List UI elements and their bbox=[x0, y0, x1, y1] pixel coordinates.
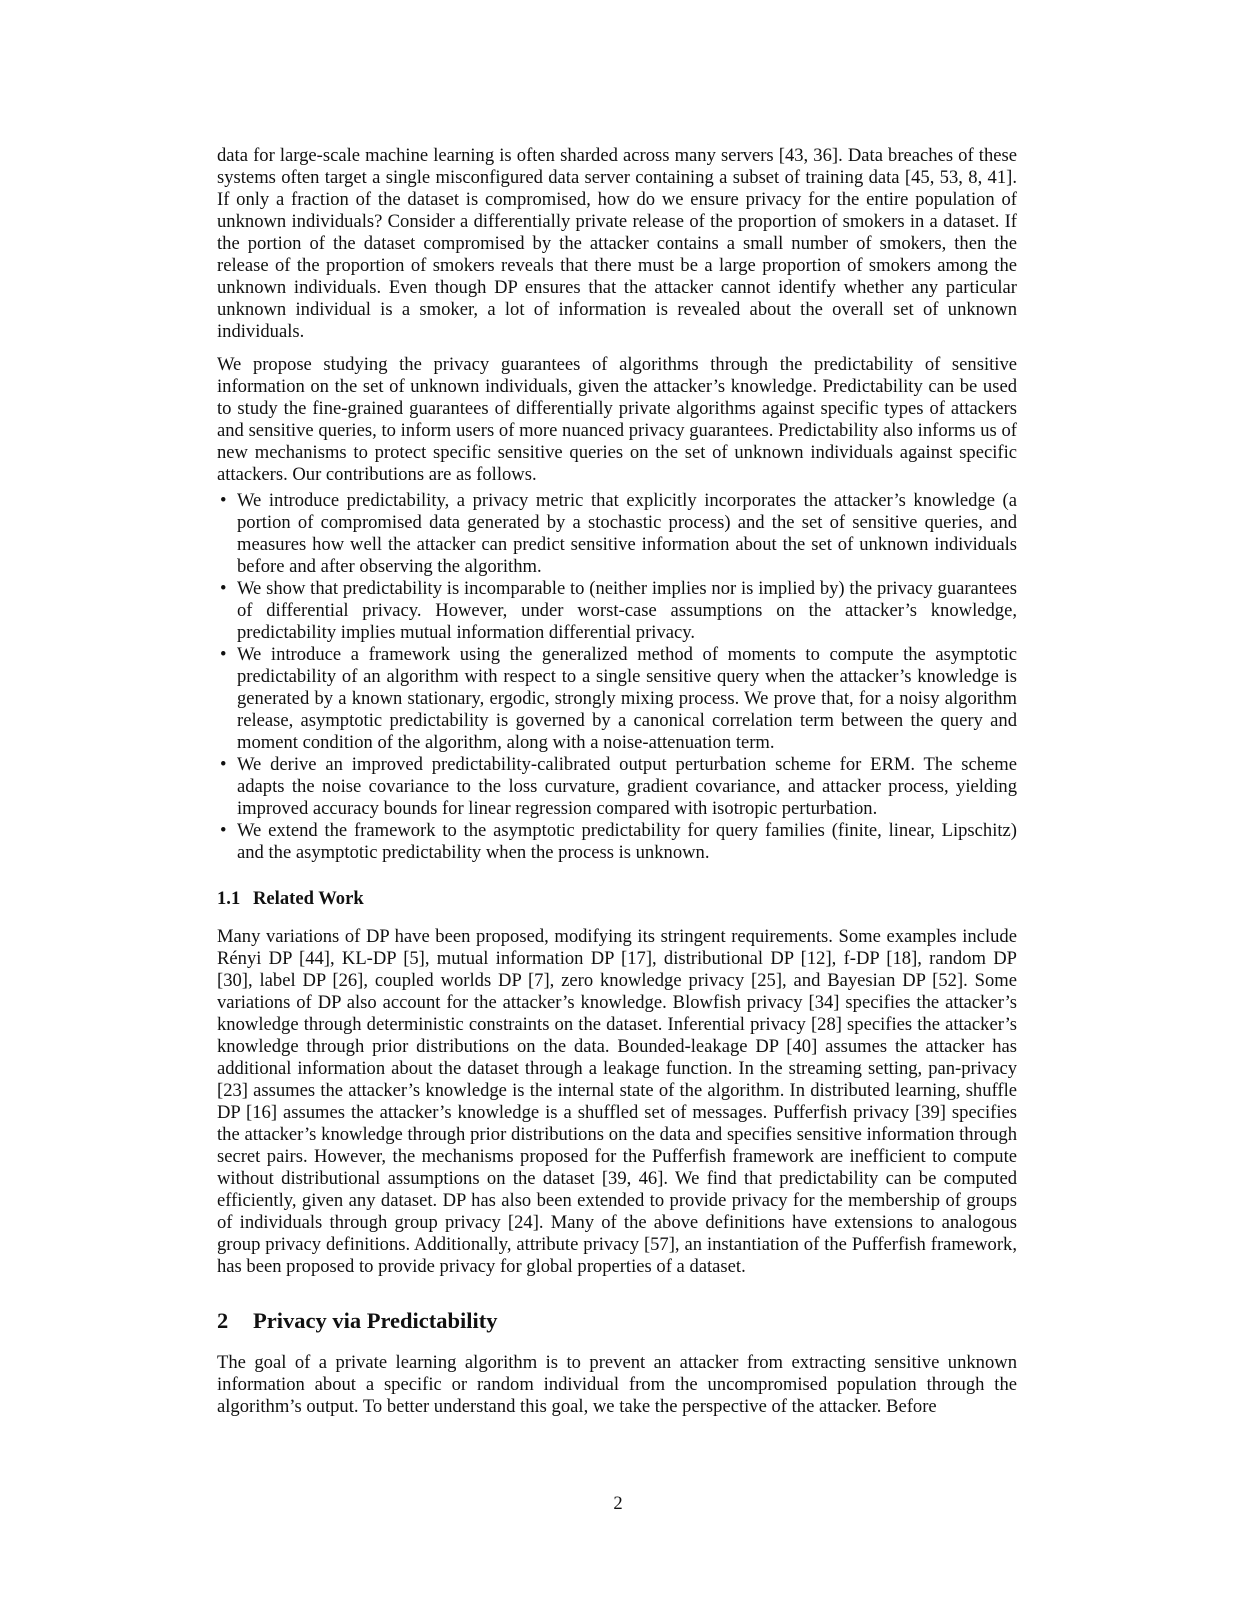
section-heading: 2 Privacy via Predictability bbox=[217, 1308, 498, 1333]
page-number: 2 bbox=[613, 1493, 623, 1514]
subsection-heading: 1.1 Related Work bbox=[217, 888, 364, 909]
contributions-list bbox=[217, 490, 1017, 864]
section-2-paragraph: The goal of a private learning algorithm is to prevent an attacker from extracting sensitive unknown information about a specific or random individual from the uncompromised population through the algorithm’s output. To better understand this goal, we take the perspective of the attacker. Before bbox=[217, 1352, 1017, 1417]
related-work-paragraph: Many variations of DP have been proposed, modifying its stringent requirements. Some examples include Rényi DP [44], KL-DP [5], mutual information DP [17], distributional DP [12], f-DP [18], random DP [30], label DP [26], coupled worlds DP [7], zero knowledge privacy [25], and Bayesian DP [52]. Some variations of DP also account for the attacker’s knowledge. Blowfish privacy [34] specifies the attacker’s knowledge through deterministic constraints on the dataset. Inferential privacy [28] specifies the attacker’s knowledge through prior distributions on the data. Bounded-leakage DP [40] assumes the attacker has additional information about the dataset through a leakage function. In the streaming setting, pan-privacy [23] assumes the attacker’s knowledge is the internal state of the algorithm. In distributed learning, shuffle DP [16] assumes the attacker’s knowledge is a shuffled set of messages. Pufferfish privacy [39] specifies the attacker’s knowledge through prior distributions on the data and specifies sensitive information through secret pairs. However, the mechanisms proposed for the Pufferfish framework are inefficient to compute without distributional assumptions on the dataset [39, 46]. We find that predictability can be computed efficiently, given any dataset. DP has also been extended to provide privacy for the membership of groups of individuals through group privacy [24]. Many of the above definitions have extensions to analogous group privacy definitions. Additionally, attribute privacy [57], an instantiation of the Pufferfish framework, has been proposed to provide privacy for global properties of a dataset. bbox=[217, 926, 1017, 1277]
list-item: • We show that predictability is incomparable to (neither implies nor is implied by) the privacy guarantees of differential privacy. However, under worst-case assumptions on the attacker’s knowledge, predictability implies mutual information differential privacy. bbox=[220, 578, 1017, 643]
bullet-icon: • bbox=[220, 490, 227, 511]
body-column bbox=[217, 145, 1017, 1418]
list-item: • We introduce a framework using the generalized method of moments to compute the asymptotic predictability of an algorithm with respect to a single sensitive query when the attacker’s knowledge is generated by a known stationary, ergodic, strongly mixing process. We prove that, for a noisy algorithm release, asymptotic predictability is governed by a canonical correlation term between the query and moment condition of the algorithm, along with a noise-attenuation term. bbox=[220, 644, 1017, 753]
list-item: • We extend the framework to the asymptotic predictability for query families (finite, linear, Lipschitz) and the asymptotic predictability when the process is unknown. bbox=[220, 820, 1017, 863]
bullet-icon: • bbox=[220, 644, 227, 665]
bullet-icon: • bbox=[220, 754, 227, 775]
intro-paragraph: data for large-scale machine learning is often sharded across many servers [43, 36]. Data breaches of these systems often target a single misconfigured data server containing a subset of training data [45, 53, 8, 41]. If only a fraction of the dataset is compromised, how do we ensure privacy for the entire population of unknown individuals? Consider a differentially private release of the proportion of smokers in a dataset. If the portion of the dataset compromised by the attacker contains a small number of smokers, then the release of the proportion of smokers reveals that there must be a large proportion of smokers among the unknown individuals. Even though DP ensures that the attacker cannot identify whether any particular unknown individual is a smoker, a lot of information is revealed about the overall set of unknown individuals. bbox=[217, 145, 1017, 342]
list-item: • We introduce predictability, a privacy metric that explicitly incorporates the attacker’s knowledge (a portion of compromised data generated by a stochastic process) and the set of sensitive queries, and measures how well the attacker can predict sensitive information about the set of unknown individuals before and after observing the algorithm. bbox=[220, 490, 1017, 577]
list-item: • We derive an improved predictability-calibrated output perturbation scheme for ERM. The scheme adapts the noise covariance to the loss curvature, gradient covariance, and attacker process, yielding improved accuracy bounds for linear regression compared with isotropic perturbation. bbox=[220, 754, 1017, 819]
contribution-paragraph: We propose studying the privacy guarantees of algorithms through the predictability of sensitive information on the set of unknown individuals, given the attacker’s knowledge. Predictability can be used to study the fine-grained guarantees of differentially private algorithms against specific types of attackers and sensitive queries, to inform users of more nuanced privacy guarantees. Predictability also informs us of new mechanisms to protect specific sensitive queries on the set of unknown individuals against specific attackers. Our contributions are as follows. bbox=[217, 354, 1017, 485]
bullet-icon: • bbox=[220, 820, 227, 841]
bullet-icon: • bbox=[220, 578, 227, 599]
